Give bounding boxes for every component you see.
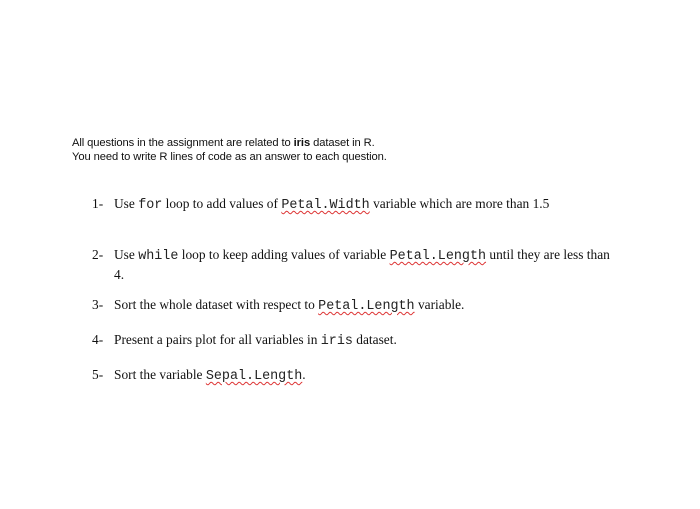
text-run: loop to keep adding values of variable — [178, 247, 390, 262]
code-petal-width: Petal.Width — [281, 198, 370, 213]
code-sepal-length: Sepal.Length — [205, 369, 303, 384]
text-run: dataset. — [352, 332, 397, 347]
question-4 — [92, 331, 612, 351]
text-run: Sort the variable — [114, 367, 206, 382]
question-text — [114, 246, 612, 284]
code-petal-length: Petal.Length — [318, 299, 415, 314]
text-run: Use — [114, 196, 139, 211]
intro-bold-iris: iris — [293, 137, 311, 149]
code-iris: iris — [320, 334, 353, 349]
question-text — [114, 296, 612, 316]
text-run: Sort the whole dataset with respect to — [114, 297, 319, 312]
question-text — [114, 366, 612, 386]
question-number: 5- — [92, 367, 104, 382]
text-run: loop to add values of — [162, 196, 282, 211]
question-2 — [92, 246, 612, 284]
text-run: variable. — [414, 297, 465, 312]
question-number: 3- — [92, 297, 104, 312]
intro-line-1-post: dataset in R. — [310, 137, 375, 149]
code-petal-length: Petal.Length — [389, 249, 487, 264]
text-run: . — [302, 367, 306, 382]
code-for: for — [138, 198, 163, 213]
question-number: 4- — [92, 332, 104, 347]
intro-line-1-pre: All questions in the assignment are related to — [72, 137, 294, 149]
question-text — [114, 331, 612, 351]
text-run: variable which are more than 1.5 — [369, 196, 550, 211]
intro-line-1 — [72, 136, 387, 150]
code-while: while — [138, 249, 179, 264]
text-run: Present a pairs plot for all variables in — [114, 332, 321, 347]
question-number: 1- — [92, 196, 104, 211]
question-number: 2- — [92, 247, 104, 262]
intro-line-2: You need to write R lines of code as an answer to each question. — [72, 151, 387, 163]
question-5 — [92, 366, 612, 386]
text-run: Use — [114, 247, 139, 262]
question-3 — [92, 296, 612, 316]
question-text — [114, 195, 612, 215]
question-1 — [92, 195, 612, 215]
intro-text — [72, 136, 387, 164]
text-run: until they are less than 4. — [114, 247, 610, 282]
